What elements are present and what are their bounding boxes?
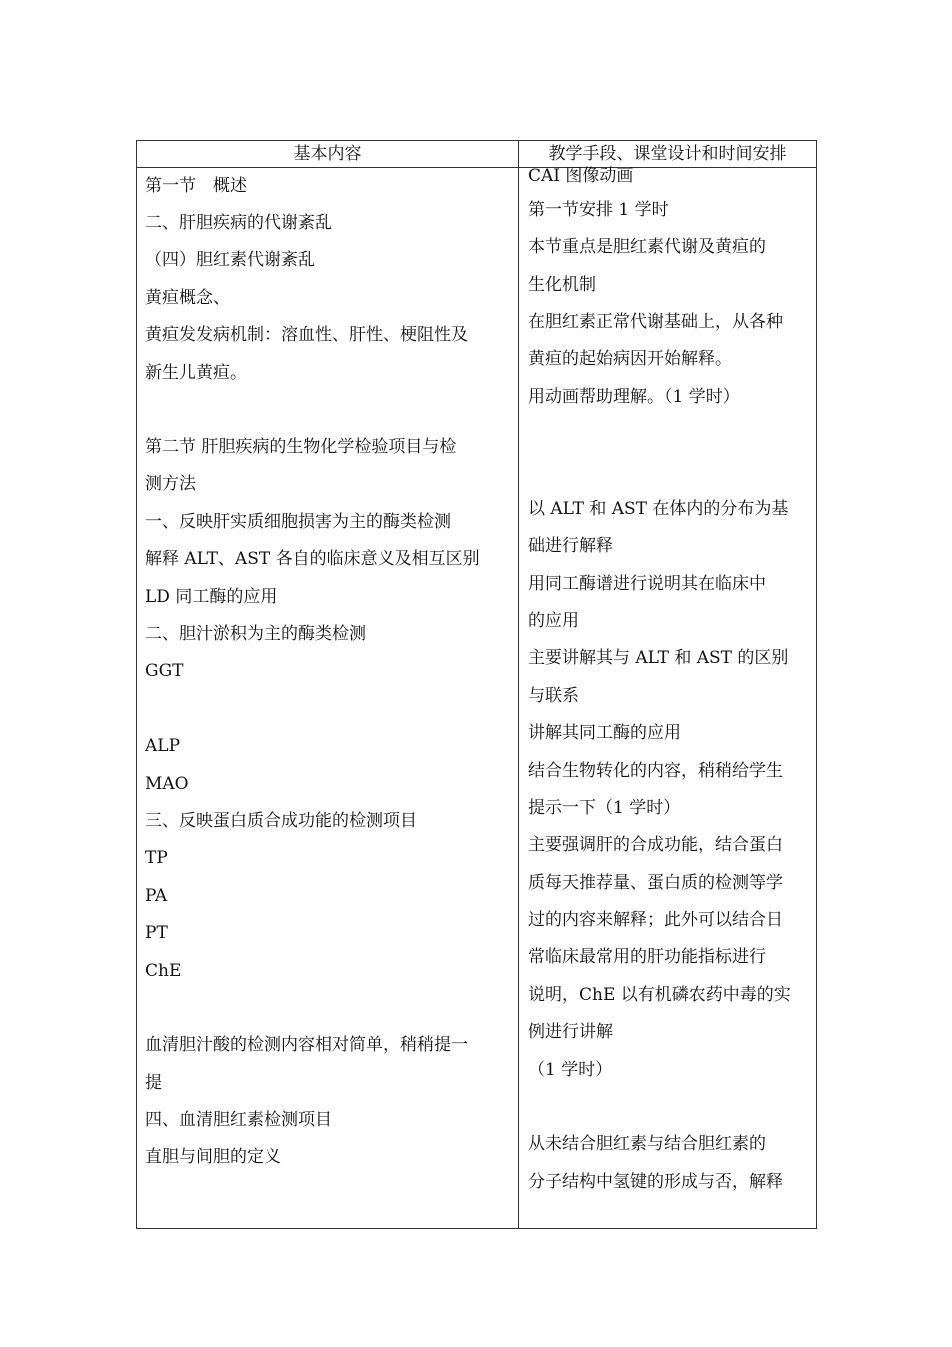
left-line: 黄疸概念、: [145, 288, 230, 308]
column-divider: [518, 141, 519, 1228]
left-line: 测方法: [145, 474, 196, 494]
left-line: ChE: [145, 961, 182, 981]
right-line: 本节重点是胆红素代谢及黄疸的: [528, 237, 766, 257]
left-line: 二、肝胆疾病的代谢紊乱: [145, 213, 332, 233]
header-basic-content: 基本内容: [293, 144, 362, 164]
right-line: 提示一下（1 学时）: [528, 798, 681, 818]
left-line: 第二节 肝胆疾病的生物化学检验项目与检: [145, 437, 457, 457]
right-line: 常临床最常用的肝功能指标进行: [528, 947, 766, 967]
left-line: PT: [145, 923, 168, 943]
right-line: 主要讲解其与 ALT 和 AST 的区别: [528, 648, 789, 668]
right-line: （1 学时）: [528, 1060, 613, 1080]
left-line: PA: [145, 886, 168, 906]
left-line: 直胆与间胆的定义: [145, 1147, 281, 1167]
left-line: GGT: [145, 661, 184, 681]
right-line: 分子结构中氢键的形成与否，解释: [528, 1172, 783, 1192]
left-line: （四）胆红素代谢紊乱: [145, 250, 315, 270]
left-line: 血清胆汁酸的检测内容相对简单，稍稍提一: [145, 1035, 468, 1055]
right-line: 第一节安排 1 学时: [528, 200, 669, 220]
header-teaching-methods: 教学手段、课堂设计和时间安排: [548, 144, 787, 164]
left-line: MAO: [145, 774, 189, 794]
left-line: TP: [145, 848, 168, 868]
right-line: 用同工酶谱进行说明其在临床中: [528, 574, 766, 594]
right-line: 础进行解释: [528, 536, 613, 556]
right-line: 例进行讲解: [528, 1022, 613, 1042]
right-line: 与联系: [528, 686, 579, 706]
left-line: LD 同工酶的应用: [145, 587, 278, 607]
left-line: 一、反映肝实质细胞损害为主的酶类检测: [145, 512, 451, 532]
right-line: 过的内容来解释；此外可以结合日: [528, 910, 783, 930]
right-line: 讲解其同工酶的应用: [528, 723, 681, 743]
left-line: 黄疸发发病机制：溶血性、肝性、梗阻性及: [145, 325, 468, 345]
table-header-row: [137, 141, 816, 168]
left-line: 四、血清胆红素检测项目: [145, 1110, 332, 1130]
right-line: 的应用: [528, 611, 579, 631]
right-line: 从未结合胆红素与结合胆红素的: [528, 1134, 766, 1154]
right-line: CAI 图像动画: [528, 166, 634, 186]
right-line: 用动画帮助理解。（1 学时）: [528, 387, 740, 407]
lesson-plan-table: [136, 140, 817, 1229]
right-line: 质每天推荐量、蛋白质的检测等学: [528, 873, 783, 893]
right-line: 生化机制: [528, 275, 596, 295]
left-line: 新生儿黄疸。: [145, 363, 247, 383]
left-line: 二、胆汁淤积为主的酶类检测: [145, 624, 366, 644]
left-line: ALP: [145, 736, 181, 756]
right-line: 说明，ChE 以有机磷农药中毒的实: [528, 985, 791, 1005]
left-line: 提: [145, 1073, 162, 1093]
right-line: 以 ALT 和 AST 在体内的分布为基: [528, 499, 789, 519]
right-line: 结合生物转化的内容，稍稍给学生: [528, 761, 783, 781]
right-line: 在胆红素正常代谢基础上，从各种: [528, 312, 783, 332]
right-line: 主要强调肝的合成功能，结合蛋白: [528, 835, 783, 855]
left-line: 解释 ALT、AST 各自的临床意义及相互区别: [145, 549, 480, 569]
right-line: 黄疸的起始病因开始解释。: [528, 349, 732, 369]
left-line: 第一节 概述: [145, 176, 247, 196]
left-line: 三、反映蛋白质合成功能的检测项目: [145, 811, 417, 831]
